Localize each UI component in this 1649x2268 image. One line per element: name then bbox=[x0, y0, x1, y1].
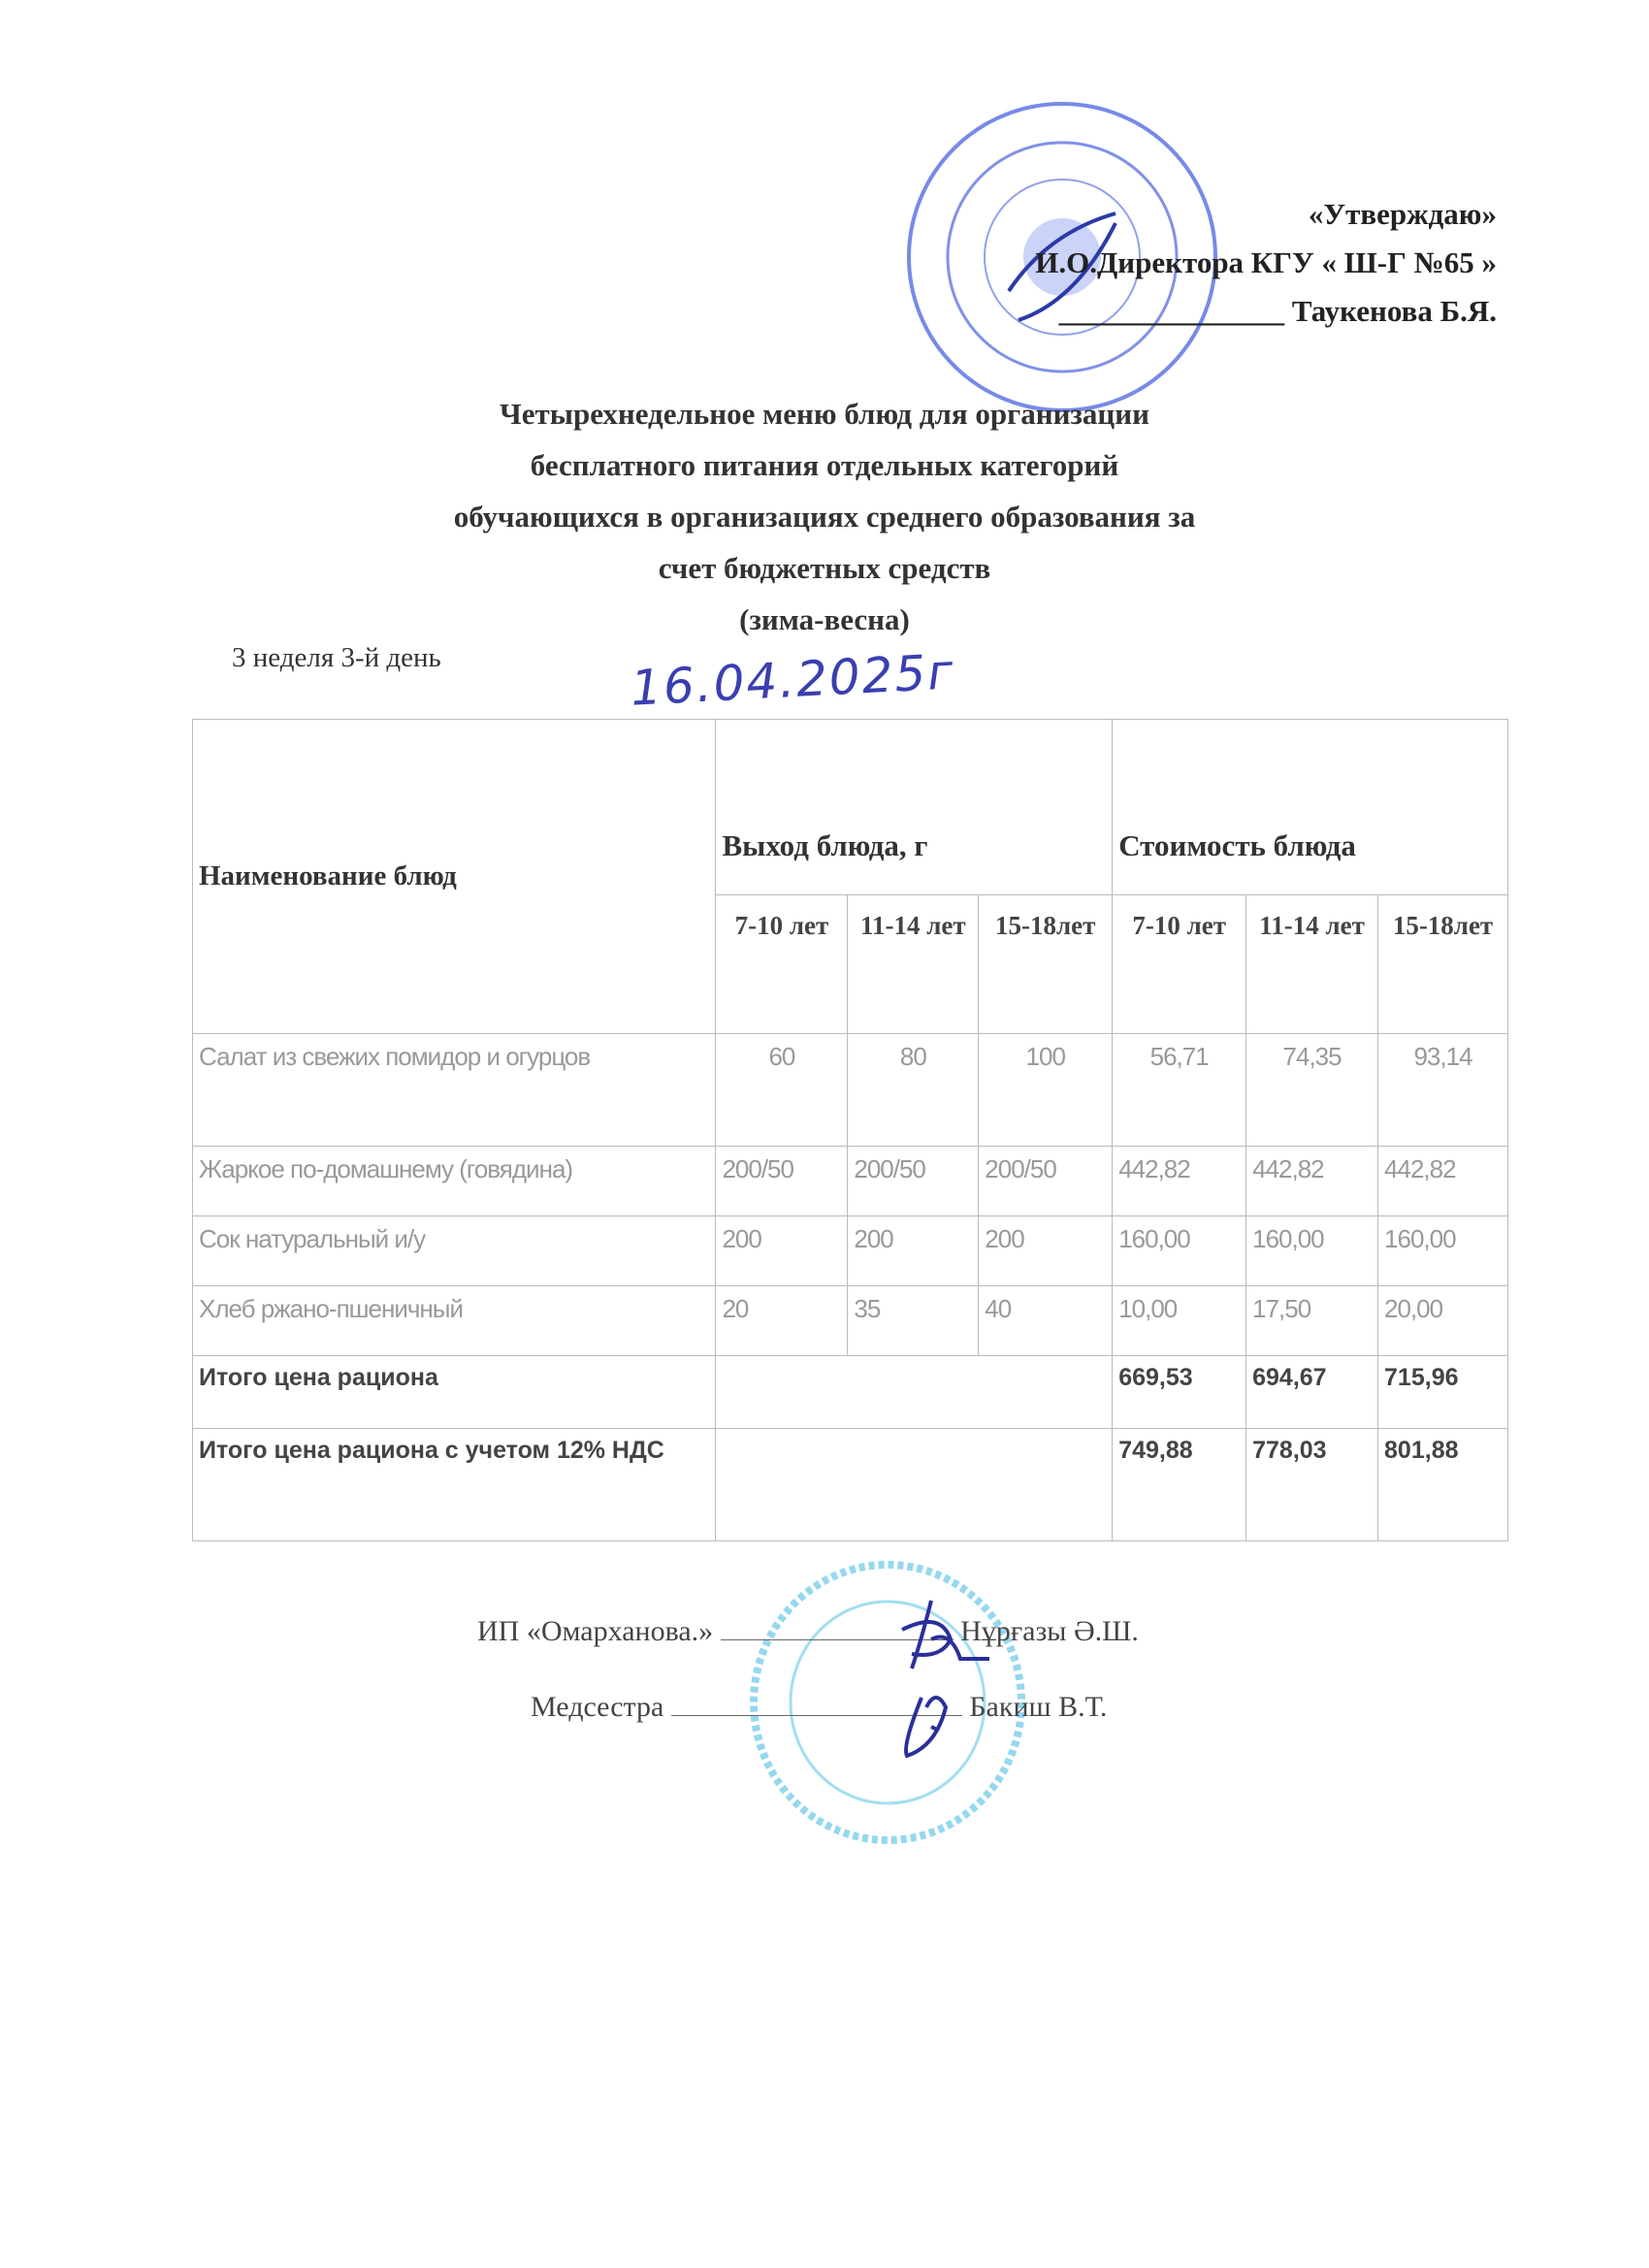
cell: 40 bbox=[979, 1286, 1113, 1356]
total-value: 715,96 bbox=[1378, 1356, 1508, 1429]
header-age: 15-18лет bbox=[1378, 895, 1508, 1034]
header-dish-name: Наименование блюд bbox=[193, 720, 716, 1034]
handwritten-signature bbox=[873, 1591, 1028, 1766]
nurse-name: Бакиш В.Т. bbox=[969, 1691, 1108, 1723]
cell: 60 bbox=[716, 1034, 848, 1147]
title-line: обучающихся в организациях среднего образования за bbox=[453, 500, 1196, 534]
cell: 160,00 bbox=[1113, 1216, 1246, 1286]
cell: 200 bbox=[716, 1216, 848, 1286]
total-value: 749,88 bbox=[1113, 1429, 1246, 1541]
empty-cell bbox=[716, 1429, 1113, 1541]
cell: 35 bbox=[848, 1286, 979, 1356]
total-vat-row bbox=[193, 1429, 1508, 1541]
total-row bbox=[193, 1356, 1508, 1429]
cell: 17,50 bbox=[1246, 1286, 1378, 1356]
dish-name: Салат из свежих помидор и огурцов bbox=[193, 1034, 716, 1147]
table-row bbox=[193, 1034, 1508, 1147]
menu-table bbox=[192, 719, 1508, 1541]
total-value: 778,03 bbox=[1246, 1429, 1378, 1541]
header-age: 7-10 лет bbox=[1113, 895, 1246, 1034]
approval-block bbox=[1035, 190, 1497, 336]
table-row bbox=[193, 1286, 1508, 1356]
header-age: 7-10 лет bbox=[716, 895, 848, 1034]
cell: 200/50 bbox=[716, 1147, 848, 1216]
week-day-label: 3 неделя 3-й день bbox=[232, 642, 441, 673]
cell: 93,14 bbox=[1378, 1034, 1508, 1147]
cell: 160,00 bbox=[1378, 1216, 1508, 1286]
total-value: 669,53 bbox=[1113, 1356, 1246, 1429]
total-value: 801,88 bbox=[1378, 1429, 1508, 1541]
title-line: Четырехнедельное меню блюд для организации bbox=[500, 397, 1149, 431]
header-age: 15-18лет bbox=[979, 895, 1113, 1034]
cell: 442,82 bbox=[1246, 1147, 1378, 1216]
cell: 442,82 bbox=[1113, 1147, 1246, 1216]
approval-title: «Утверждаю» bbox=[1308, 197, 1497, 231]
title-line: счет бюджетных средств bbox=[658, 551, 991, 585]
cell: 200 bbox=[979, 1216, 1113, 1286]
header-yield: Выход блюда, г bbox=[716, 720, 1113, 895]
table-row bbox=[193, 1216, 1508, 1286]
header-age: 11-14 лет bbox=[1246, 895, 1378, 1034]
dish-name: Хлеб ржано-пшеничный bbox=[193, 1286, 716, 1356]
dish-name: Сок натуральный и/у bbox=[193, 1216, 716, 1286]
cell: 160,00 bbox=[1246, 1216, 1378, 1286]
cell: 100 bbox=[979, 1034, 1113, 1147]
table-row bbox=[193, 1147, 1508, 1216]
cell: 200 bbox=[848, 1216, 979, 1286]
dish-name: Жаркое по-домашнему (говядина) bbox=[193, 1147, 716, 1216]
header-cost: Стоимость блюда bbox=[1113, 720, 1508, 895]
cell: 80 bbox=[848, 1034, 979, 1147]
cell: 200/50 bbox=[979, 1147, 1113, 1216]
cell: 56,71 bbox=[1113, 1034, 1246, 1147]
handwritten-date: 16.04.2025г bbox=[629, 643, 956, 717]
cell: 74,35 bbox=[1246, 1034, 1378, 1147]
supplier-label: ИП «Омарханова.» bbox=[477, 1615, 714, 1647]
cell: 20,00 bbox=[1378, 1286, 1508, 1356]
supplier-name: Нұрғазы Ә.Ш. bbox=[960, 1615, 1139, 1647]
approval-signatory: _______________ Таукенова Б.Я. bbox=[1058, 294, 1497, 328]
cell: 20 bbox=[716, 1286, 848, 1356]
approval-position: И.О.Директора КГУ « Ш-Г №65 » bbox=[1035, 245, 1497, 279]
total-label: Итого цена рациона bbox=[193, 1356, 716, 1429]
title-line: бесплатного питания отдельных категорий bbox=[530, 448, 1119, 482]
document-title bbox=[0, 388, 1649, 645]
cell: 200/50 bbox=[848, 1147, 979, 1216]
header-age: 11-14 лет bbox=[848, 895, 979, 1034]
cell: 10,00 bbox=[1113, 1286, 1246, 1356]
cell: 442,82 bbox=[1378, 1147, 1508, 1216]
total-value: 694,67 bbox=[1246, 1356, 1378, 1429]
supplier-signature-line bbox=[477, 1610, 1139, 1648]
total-label: Итого цена рациона с учетом 12% НДС bbox=[193, 1429, 716, 1541]
empty-cell bbox=[716, 1356, 1113, 1429]
title-line: (зима-весна) bbox=[739, 602, 910, 636]
nurse-label: Медсестра bbox=[531, 1691, 664, 1723]
